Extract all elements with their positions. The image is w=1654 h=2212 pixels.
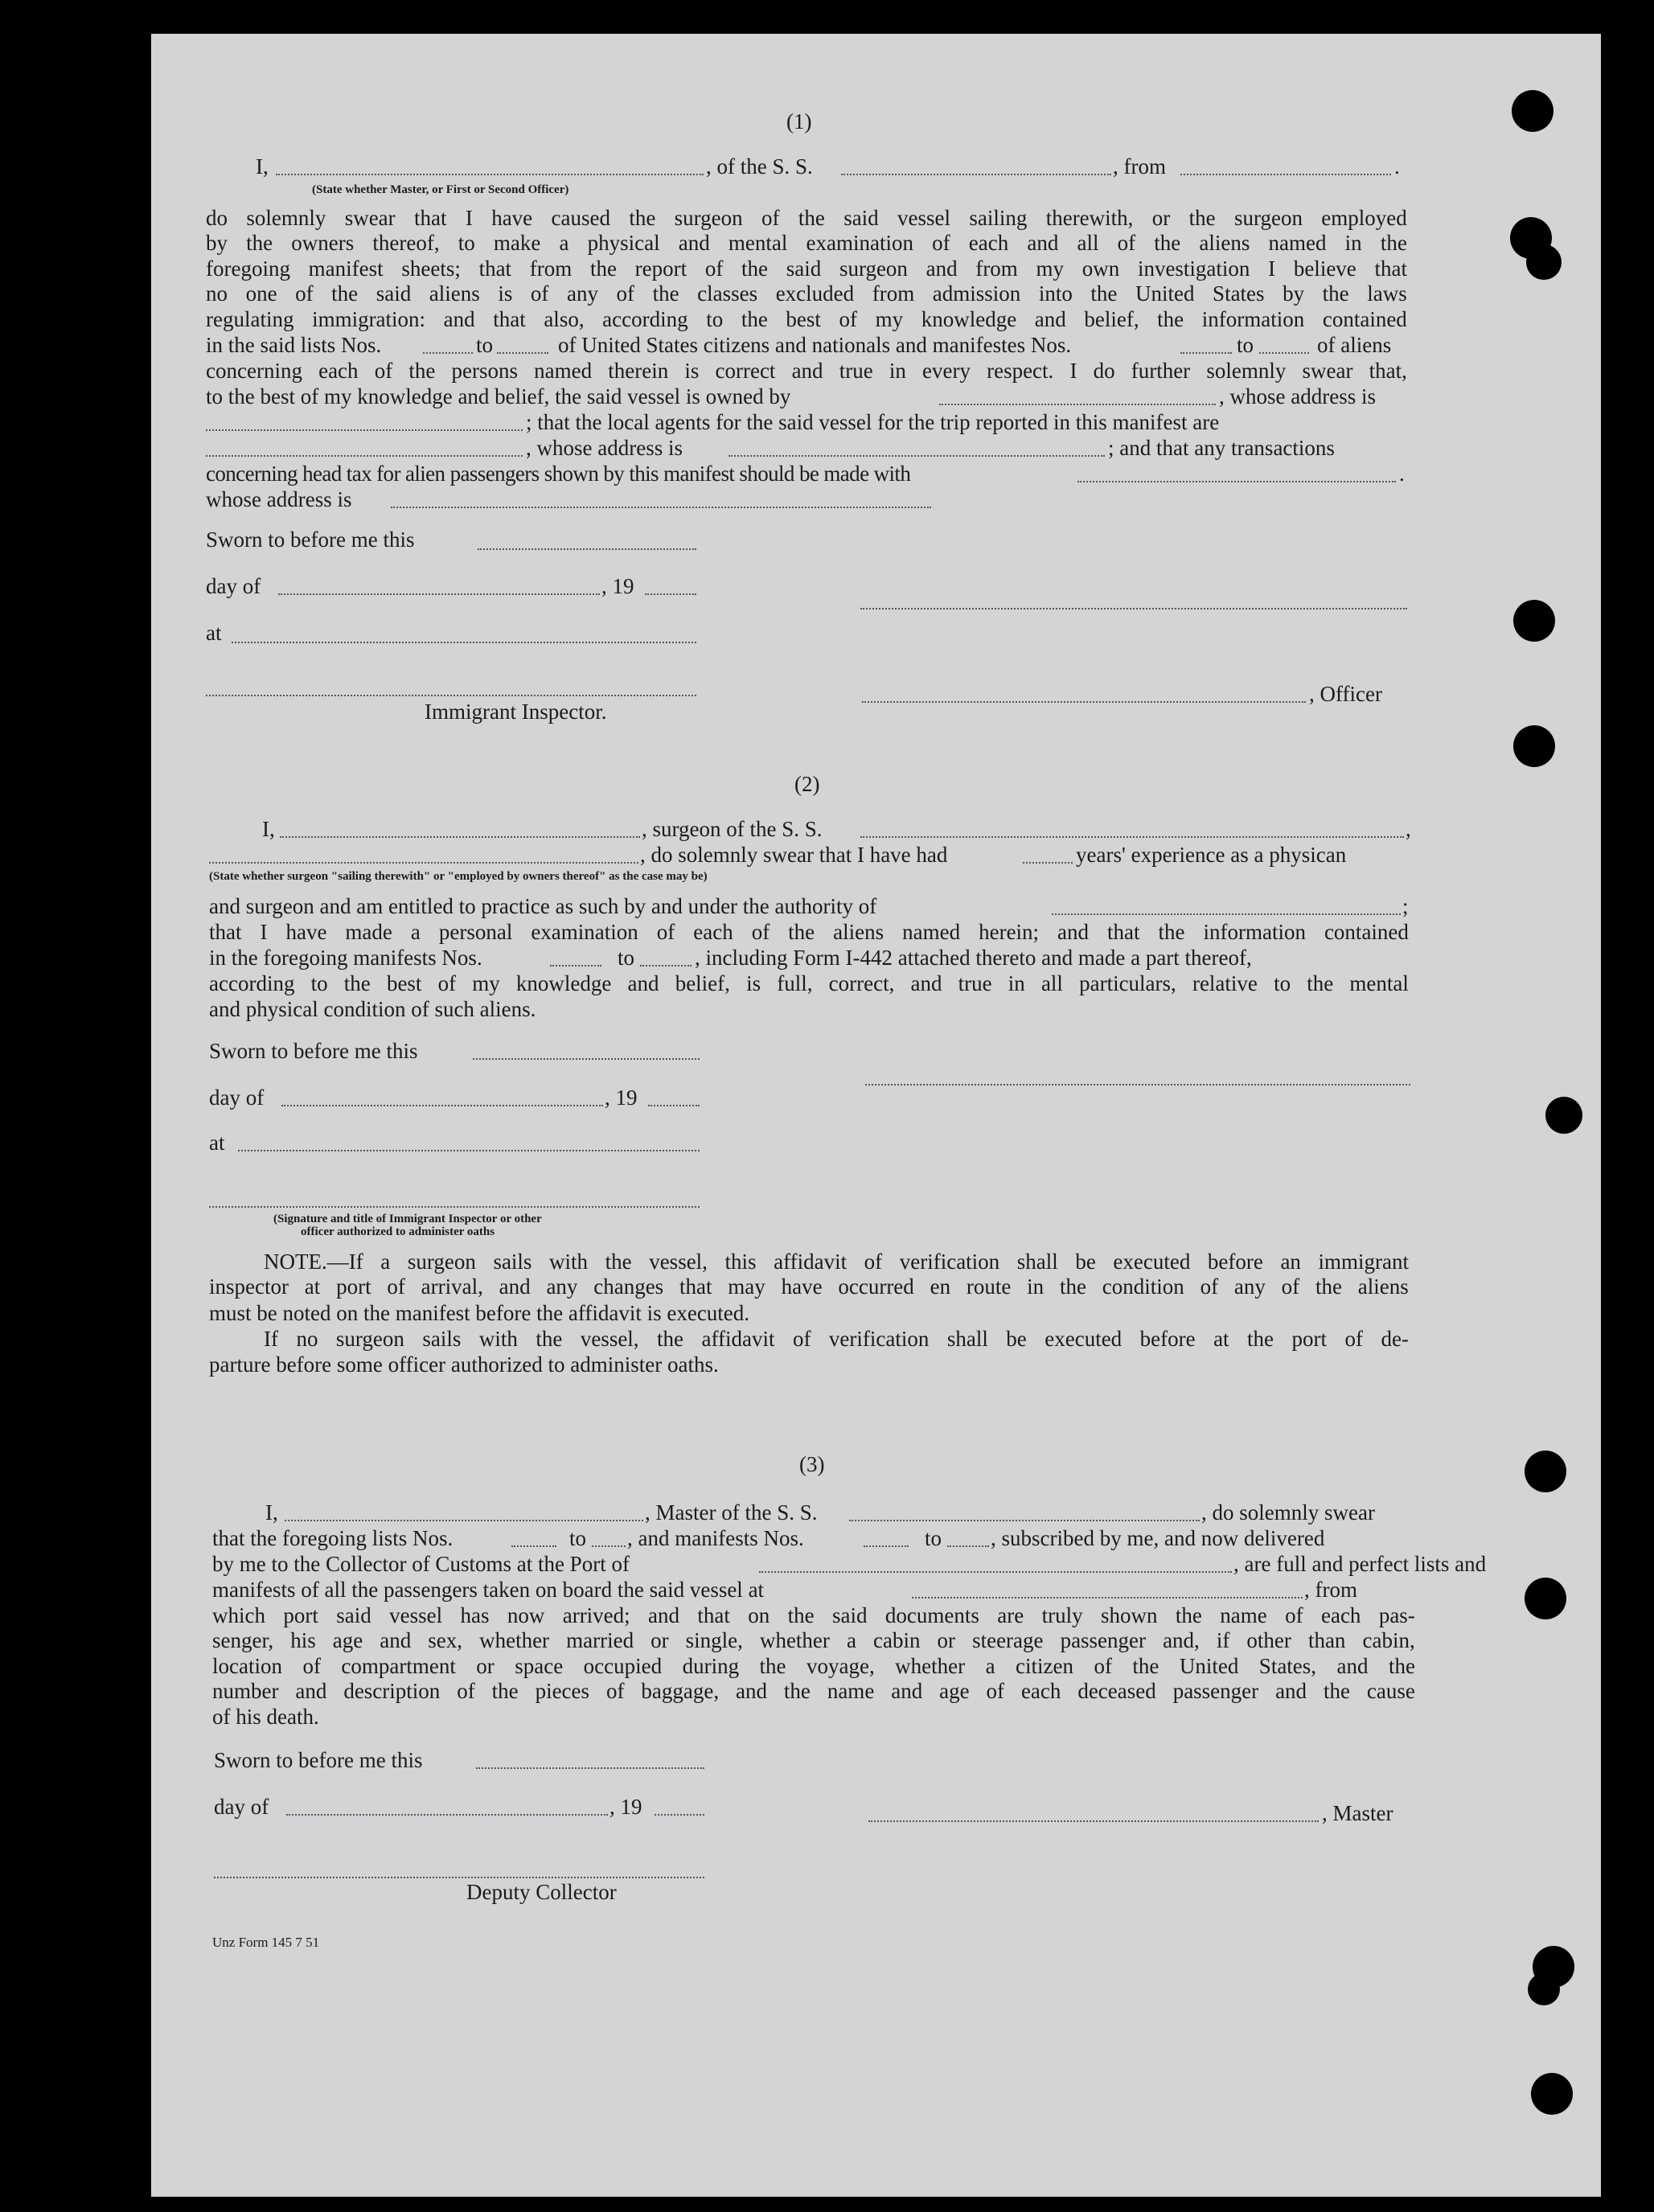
to-label: to xyxy=(476,333,494,357)
boarding-port-field[interactable] xyxy=(912,1597,1303,1598)
s3-master-name-field[interactable] xyxy=(285,1520,643,1521)
collector-label: by me to the Collector of Customs at the Port of xyxy=(212,1552,630,1576)
s3-lists-from-field[interactable] xyxy=(511,1545,556,1547)
punch-hole xyxy=(1513,725,1555,767)
surgeon-of-label: , surgeon of the S. S. xyxy=(642,817,823,841)
citizens-label: of United States citizens and nationals and manifestes Nos. xyxy=(558,333,1072,357)
note2-paragraph xyxy=(264,1327,1409,1352)
punch-hole xyxy=(1526,244,1562,280)
whose-address-label-2: whose address is xyxy=(206,487,352,511)
inspector-label: Immigrant Inspector. xyxy=(425,700,607,724)
paragraph-line: concerning each of the persons named therein is correct and true in every respect. I do further solemnly swear that, xyxy=(206,359,1407,383)
s3-sworn-label: Sworn to before me this xyxy=(214,1748,423,1772)
owner-field[interactable] xyxy=(939,404,1216,405)
head-tax-label: concerning head tax for alien passengers shown by this manifest should be made with xyxy=(206,462,911,486)
master-name-field[interactable] xyxy=(276,174,704,175)
section-1-hint: (State whether Master, or First or Second Officer) xyxy=(312,183,569,196)
s2-month-field[interactable] xyxy=(281,1105,603,1106)
authority-label: and surgeon and am entitled to practice as such by and under the authority of xyxy=(209,894,877,918)
s3-manifests-label: , and manifests Nos. xyxy=(627,1526,804,1550)
including-label: , including Form I-442 attached thereto and made a part thereof, xyxy=(695,946,1252,970)
note-line: inspector at port of arrival, and any changes that may have occurred en route in the condition of any of the aliens xyxy=(209,1274,1409,1299)
year-field[interactable] xyxy=(645,593,696,595)
note-end: must be noted on the manifest before the affidavit is executed. xyxy=(209,1301,750,1325)
s3-lists-label: that the foregoing lists Nos. xyxy=(212,1526,454,1550)
to-label: to xyxy=(925,1526,942,1550)
section-2-belief xyxy=(209,971,1409,996)
local-agents-label: ; that the local agents for the said vessel for the trip reported in this manifest are xyxy=(526,410,1220,434)
punch-hole xyxy=(1513,600,1555,642)
owner-address-field[interactable] xyxy=(206,429,523,431)
paragraph-line: that I have made a personal examination of each of the aliens named herein; and that the information contained xyxy=(209,920,1409,944)
section-2-i: I, xyxy=(262,817,275,841)
month-field[interactable] xyxy=(278,593,600,595)
to-label: to xyxy=(569,1526,587,1550)
owned-by-label: to the best of my knowledge and belief, the said vessel is owned by xyxy=(206,384,791,408)
surgeon-ship-field[interactable] xyxy=(860,836,1404,838)
to-label: to xyxy=(618,946,635,970)
s2-inspector-signature-field[interactable] xyxy=(209,1206,700,1208)
punch-hole xyxy=(1525,1578,1566,1619)
punch-hole xyxy=(1525,1451,1566,1492)
master-signature-field[interactable] xyxy=(868,1820,1319,1822)
s3-manifests-from-field[interactable] xyxy=(864,1545,909,1547)
lists-nos-label: in the said lists Nos. xyxy=(206,333,382,357)
section-1-of-ss: , of the S. S. xyxy=(706,154,813,179)
authority-field[interactable] xyxy=(1052,913,1401,915)
paragraph-line: regulating immigration: and that also, according to the best of my knowledge and belief, the information contained xyxy=(206,306,1407,331)
punch-hole xyxy=(1512,90,1553,132)
master-label: , Master xyxy=(1322,1801,1393,1825)
transactions-label: ; and that any transactions xyxy=(1108,436,1335,460)
paragraph-line: location of compartment or space occupied during the voyage, whether a citizen of the United States, and the xyxy=(212,1653,1415,1678)
paragraph-line: according to the best of my knowledge and belief, is full, correct, and true in all particulars, relative to the mental xyxy=(209,971,1409,995)
day-of-label: day of xyxy=(206,574,261,598)
section-3-last: of his death. xyxy=(212,1705,319,1729)
section-2-hint: (State whether surgeon "sailing therewith" or "employed by owners thereof" as the case may be) xyxy=(209,870,708,883)
note-paragraph xyxy=(209,1250,1409,1300)
s2-day-of-label: day of xyxy=(209,1085,265,1110)
officer-label: , Officer xyxy=(1309,682,1382,706)
section-1-i: I, xyxy=(256,154,269,179)
form-number: Unz Form 145 7 51 xyxy=(212,1935,320,1950)
s2-sworn-label: Sworn to before me this xyxy=(209,1039,418,1063)
deputy-label: Deputy Collector xyxy=(466,1880,617,1904)
ship-name-field[interactable] xyxy=(841,174,1111,175)
section-1-from: , from xyxy=(1113,154,1166,179)
paragraph-line: number and description of the pieces of baggage, and the name and age of each deceased passenger and the cause xyxy=(212,1679,1415,1704)
s3-year-label: , 19 xyxy=(609,1795,642,1819)
section-2-number: (2) xyxy=(794,772,820,796)
full-lists-label: , are full and perfect lists and xyxy=(1233,1552,1487,1576)
s2-manifests-from-field[interactable] xyxy=(550,965,601,966)
paragraph-line: senger, his age and sex, whether married or single, whether a cabin or steerage passenger and, if other than cabin, xyxy=(212,1628,1415,1653)
note2-end: parture before some officer authorized to administer oaths. xyxy=(209,1352,719,1377)
manifests-to-field[interactable] xyxy=(1259,352,1309,354)
s3-swear-label: , do solemnly swear xyxy=(1201,1500,1375,1525)
years-field[interactable] xyxy=(1023,862,1073,864)
lists-from-field[interactable] xyxy=(423,352,473,354)
surgeon-signature-field[interactable] xyxy=(865,1084,1410,1085)
manifests-from-field[interactable] xyxy=(1180,352,1232,354)
note2-line: If no surgeon sails with the vessel, the affidavit of verification shall be executed before at the port of de- xyxy=(264,1327,1409,1351)
officer-signature-line-2[interactable] xyxy=(862,701,1306,703)
paragraph-line: do solemnly swear that I have caused the surgeon of the said vessel sailing therewith, or the surgeon employed xyxy=(206,206,1407,230)
at-field[interactable] xyxy=(232,642,696,643)
deputy-signature-field[interactable] xyxy=(214,1877,704,1878)
s3-day-of-label: day of xyxy=(214,1795,269,1819)
agents-field[interactable] xyxy=(206,455,523,457)
section-1-line7 xyxy=(206,359,1407,384)
head-tax-period: . xyxy=(1399,462,1405,486)
section-3-paragraph xyxy=(212,1603,1415,1705)
officer-signature-line-1[interactable] xyxy=(860,608,1407,609)
semicolon: ; xyxy=(1402,894,1409,918)
s2-year-label: , 19 xyxy=(605,1085,638,1110)
inspector-signature-field[interactable] xyxy=(206,695,696,696)
s2-sworn-date-field[interactable] xyxy=(473,1058,700,1060)
surgeon-status-field[interactable] xyxy=(209,862,638,864)
years-label: years' experience as a physican xyxy=(1076,843,1347,867)
section-1-number: (1) xyxy=(786,109,812,133)
s3-month-field[interactable] xyxy=(286,1814,608,1816)
paragraph-line: no one of the said aliens is of any of the classes excluded from admission into the United States by the laws xyxy=(206,281,1407,306)
s2-year-field[interactable] xyxy=(648,1105,700,1106)
master-of-label: , Master of the S. S. xyxy=(645,1500,818,1525)
form-page xyxy=(151,34,1601,2197)
sworn-date-field[interactable] xyxy=(478,548,696,550)
punch-hole xyxy=(1531,2073,1573,2115)
taken-on-board-label: manifests of all the passengers taken on board the said vessel at xyxy=(212,1578,765,1602)
agents-address-field[interactable] xyxy=(728,455,1105,457)
swear-label: , do solemnly swear that I have had xyxy=(640,843,948,867)
section-1-paragraph xyxy=(206,206,1407,332)
from-port-field[interactable] xyxy=(1180,174,1391,175)
s3-year-field[interactable] xyxy=(655,1814,704,1816)
surgeon-name-field[interactable] xyxy=(280,836,640,838)
year-label: , 19 xyxy=(601,574,634,598)
whose-address-label: , whose address is xyxy=(1219,384,1376,408)
lists-to-field[interactable] xyxy=(497,352,548,354)
s2-at-field[interactable] xyxy=(238,1150,700,1151)
section-1-period: . xyxy=(1394,154,1400,179)
of-aliens-label: of aliens xyxy=(1317,333,1392,357)
s3-ship-field[interactable] xyxy=(849,1520,1200,1521)
from-label: , from xyxy=(1304,1578,1357,1602)
s3-lists-to-field[interactable] xyxy=(592,1545,626,1547)
port-field[interactable] xyxy=(759,1571,1232,1573)
comma: , xyxy=(1406,817,1411,841)
head-tax-address-field[interactable] xyxy=(391,507,931,508)
punch-hole xyxy=(1528,1973,1560,2005)
s3-sworn-date-field[interactable] xyxy=(476,1767,704,1769)
section-3-number: (3) xyxy=(799,1452,825,1476)
punch-hole xyxy=(1545,1097,1582,1134)
to-label: to xyxy=(1237,333,1254,357)
s2-manifests-to-field[interactable] xyxy=(640,965,692,966)
sworn-label: Sworn to before me this xyxy=(206,527,415,552)
signature-hint-1: (Signature and title of Immigrant Inspector or other xyxy=(273,1213,542,1225)
manifests-nos-label: in the foregoing manifests Nos. xyxy=(209,946,482,970)
at-label: at xyxy=(206,621,222,645)
paragraph-line: foregoing manifest sheets; that from the report of the said surgeon and from my own investigation I believe that xyxy=(206,256,1407,281)
subscribed-label: , subscribed by me, and now delivered xyxy=(991,1526,1325,1550)
paragraph-line: by the owners thereof, to make a physical and mental examination of each and all of the aliens named in the xyxy=(206,231,1407,256)
paragraph-line: which port said vessel has now arrived; and that on the said documents are truly shown the name of each pas- xyxy=(212,1603,1415,1627)
head-tax-field[interactable] xyxy=(1077,481,1396,482)
s3-manifests-to-field[interactable] xyxy=(947,1545,989,1547)
s2-at-label: at xyxy=(209,1131,225,1155)
section-2-exam xyxy=(209,920,1409,945)
note-line: NOTE.—If a surgeon sails with the vessel, this affidavit of verification shall be executed before an immigrant xyxy=(264,1250,1409,1274)
section-3-i: I, xyxy=(265,1500,278,1525)
condition-line: and physical condition of such aliens. xyxy=(209,997,536,1021)
signature-hint-2: officer authorized to administer oaths xyxy=(301,1225,495,1238)
agents-address-label: , whose address is xyxy=(526,436,683,460)
